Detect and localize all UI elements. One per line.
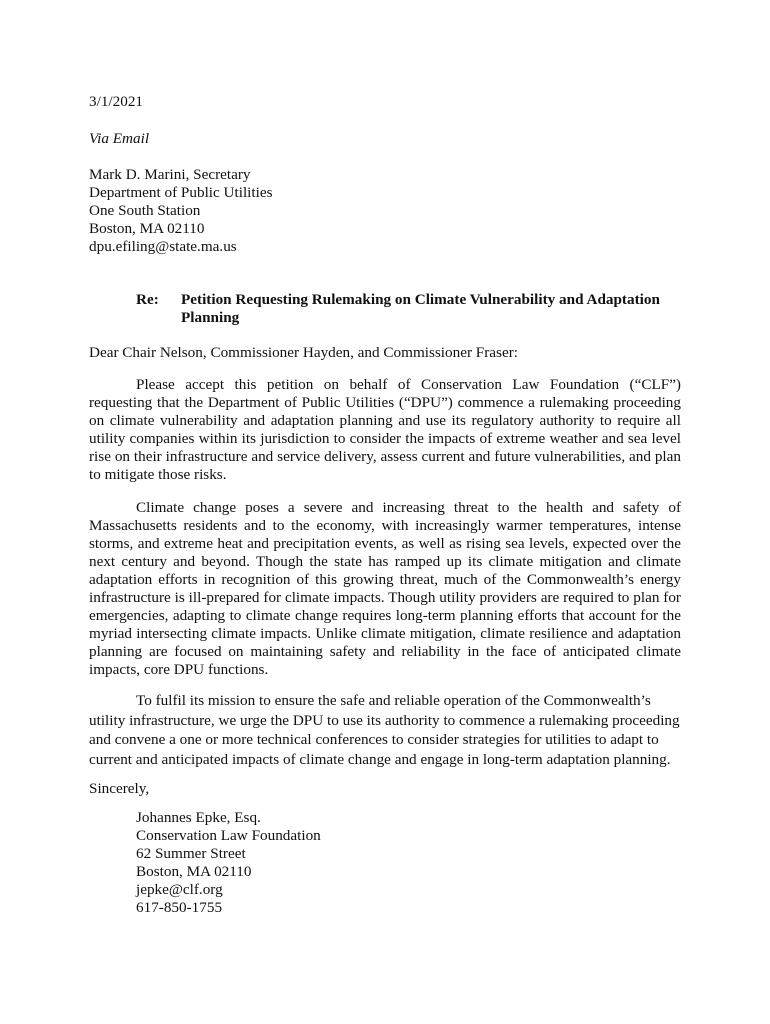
- addressee-name: Mark D. Marini, Secretary: [89, 166, 251, 183]
- letter-date: [89, 93, 681, 111]
- body-paragraph-1: Please accept this petition on behalf of Conservation Law Foundation (“CLF”) requesting that the Department of Public Utilities (“DPU”) commence a rulemaking proceeding on climate vulnerability and adaptation planning and use its regulatory authority to require all utility companies within its jurisdiction to consider the impacts of extreme weather and sea level rise on their infrastructure and service delivery, assess current and future vulnerabilities, and plan to mitigate those risks.: [89, 376, 681, 483]
- body-paragraph-3: To fulfil its mission to ensure the safe and reliable operation of the Commonwealth’s utility infrastructure, we urge the DPU to use its authority to commence a rulemaking proceeding and convene a one or more technical conferences to consider strategies for utilities to adapt to current and anticipated impacts of climate change and engage in long-term adaptation planning.: [89, 692, 680, 768]
- delivery-method: [89, 130, 681, 148]
- addressee-org: Department of Public Utilities: [89, 184, 273, 201]
- salutation-text: Dear Chair Nelson, Commissioner Hayden, and Commissioner Fraser:: [89, 344, 518, 361]
- delivery-text: Via Email: [89, 130, 150, 147]
- addressee-street: One South Station: [89, 202, 201, 219]
- addressee-email: dpu.efiling@state.ma.us: [89, 238, 237, 255]
- signer-street: 62 Summer Street: [136, 845, 246, 862]
- date-text: 3/1/2021: [89, 93, 144, 110]
- re-subject: Petition Requesting Rulemaking on Climate Vulnerability and Adaptation Planning: [181, 291, 660, 326]
- signer-org: Conservation Law Foundation: [136, 827, 321, 844]
- signer-phone: 617-850-1755: [136, 899, 223, 916]
- salutation: [89, 344, 681, 362]
- addressee-block: [89, 166, 681, 256]
- signer-city: Boston, MA 02110: [136, 863, 252, 880]
- re-label: Re:: [136, 291, 159, 308]
- signer-name: Johannes Epke, Esq.: [136, 809, 261, 826]
- signature-block: [136, 809, 321, 917]
- signer-email: jepke@clf.org: [136, 881, 223, 898]
- closing: [89, 780, 681, 798]
- body-paragraph-2: Climate change poses a severe and increasing threat to the health and safety of Massachusetts residents and to the economy, with increasingly warmer temperatures, intense storms, and extreme heat and precipitation events, as well as rising sea levels, expected over the next century and beyond. Though the state has ramped up its climate mitigation and climate adaptation efforts in recognition of this growing threat, much of the Commonwealth’s energy infrastructure is ill-prepared for climate impacts. Though utility providers are required to plan for emergencies, adapting to climate change requires long-term planning efforts that account for the myriad intersecting climate impacts. Unlike climate mitigation, climate resilience and adaptation planning are focused on maintaining safety and reliability in the face of anticipated climate impacts, core DPU functions.: [89, 499, 681, 678]
- addressee-city: Boston, MA 02110: [89, 220, 205, 237]
- closing-text: Sincerely,: [89, 780, 150, 797]
